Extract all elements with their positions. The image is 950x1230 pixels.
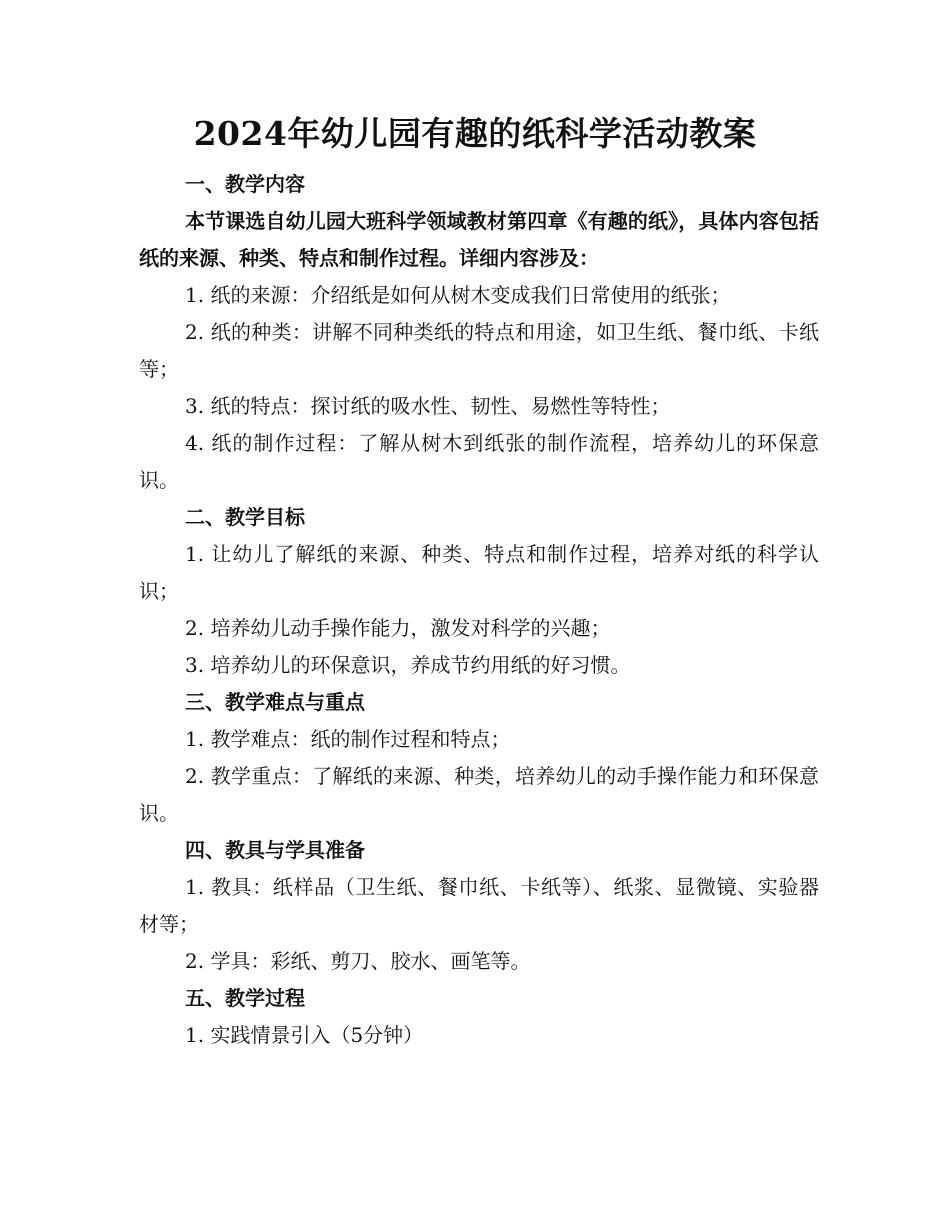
section-heading-goals: 二、教学目标	[185, 505, 305, 529]
key-point-focus: 2. 教学重点：了解纸的来源、种类，培养幼儿的动手操作能力和环保意识。	[139, 764, 819, 825]
goal-item-1: 1. 让幼儿了解纸的来源、种类、特点和制作过程，培养对纸的科学认识；	[139, 542, 819, 603]
section-heading-key-points: 三、教学难点与重点	[185, 690, 365, 714]
document-body	[139, 166, 819, 1054]
materials-teacher: 1. 教具：纸样品（卫生纸、餐巾纸、卡纸等）、纸浆、显微镜、实验器材等；	[139, 875, 819, 936]
key-point-difficulty: 1. 教学难点：纸的制作过程和特点；	[185, 727, 511, 751]
content-item-source: 1. 纸的来源：介绍纸是如何从树木变成我们日常使用的纸张；	[185, 283, 731, 307]
content-intro-paragraph: 本节课选自幼儿园大班科学领域教材第四章《有趣的纸》，具体内容包括纸的来源、种类、特点和制作过程。详细内容涉及：	[139, 209, 819, 270]
content-item-process: 4. 纸的制作过程：了解从树木到纸张的制作流程，培养幼儿的环保意识。	[139, 431, 819, 492]
goal-item-3: 3. 培养幼儿的环保意识，养成节约用纸的好习惯。	[185, 653, 631, 677]
materials-student: 2. 学具：彩纸、剪刀、胶水、画笔等。	[185, 949, 531, 973]
section-heading-materials: 四、教具与学具准备	[185, 838, 365, 862]
section-heading-content: 一、教学内容	[185, 172, 305, 196]
content-item-features: 3. 纸的特点：探讨纸的吸水性、韧性、易燃性等特性；	[185, 394, 671, 418]
section-heading-process: 五、教学过程	[185, 986, 305, 1010]
process-step-1: 1. 实践情景引入（5分钟）	[185, 1023, 424, 1047]
content-item-types: 2. 纸的种类：讲解不同种类纸的特点和用途，如卫生纸、餐巾纸、卡纸等；	[139, 320, 819, 381]
goal-item-2: 2. 培养幼儿动手操作能力，激发对科学的兴趣；	[185, 616, 611, 640]
document-title: 2024年幼儿园有趣的纸科学活动教案	[193, 114, 757, 153]
